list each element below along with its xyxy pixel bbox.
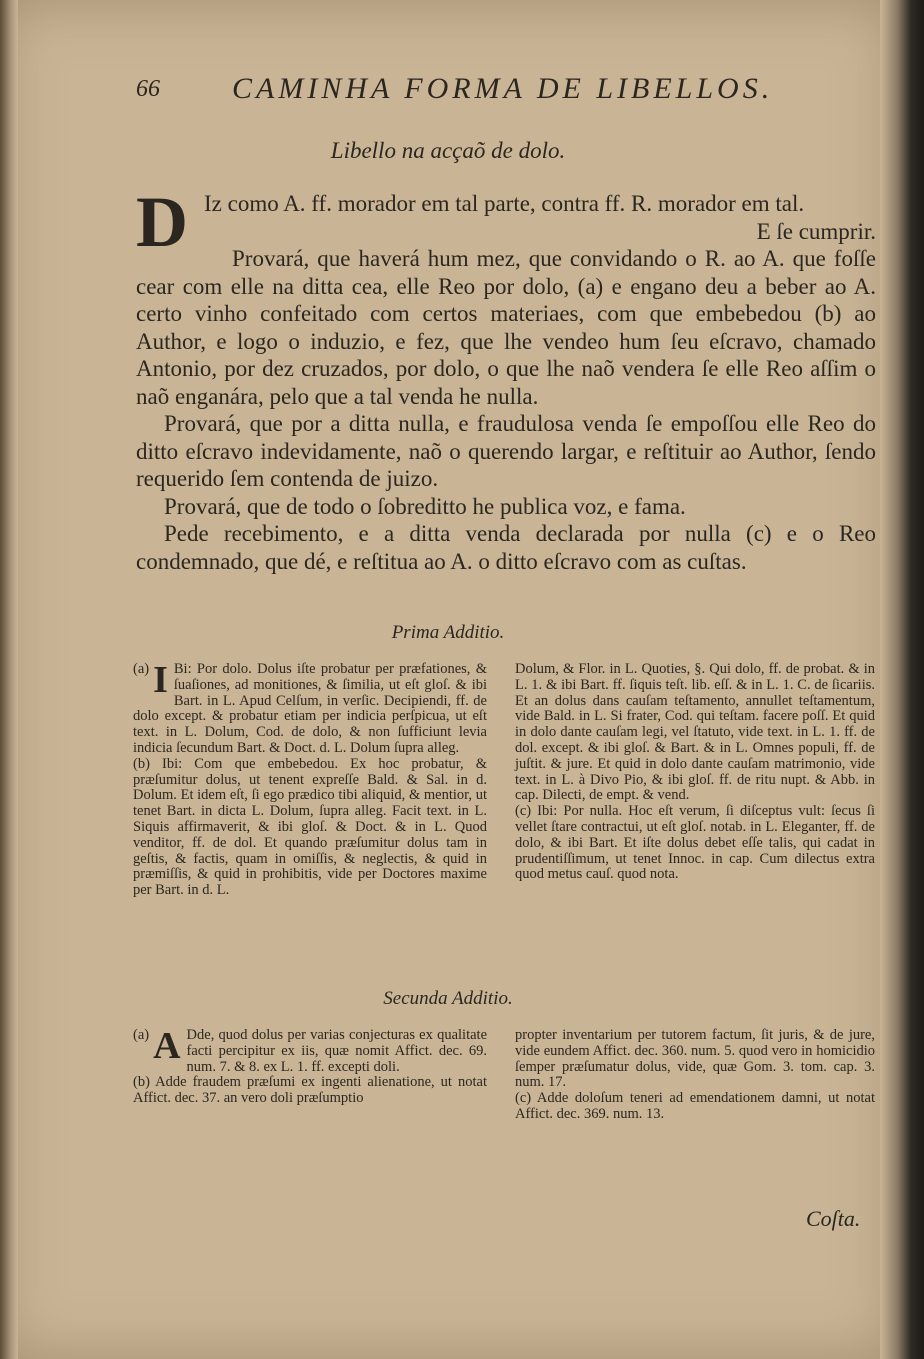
note-b: (b) Adde fraudem præſumi ex ingenti alienatione, ut notat Affict. dec. 37. an vero doli præſumptio: [133, 1074, 487, 1107]
prima-additio-heading: Prima Additio.: [391, 622, 505, 643]
intro-text: Iz como A. ff. morador em tal parte, contra ff. R. morador em tal.: [204, 191, 805, 216]
page-number: 66: [136, 76, 160, 102]
paragraph-5: Pede recebimento, e a ditta venda declarada por nulla (c) e o Reo condemnado, que dé, e reſtitua ao A. o ditto eſcravo com as cuſtas.: [136, 521, 876, 574]
running-title: CAMINHA FORMA DE LIBELLOS.: [232, 72, 774, 105]
note-marker: (a): [133, 1027, 150, 1043]
note-a-text: Dde, quod dolus per varias conjecturas ex qualitate facti percipitur ex iis, quæ nomit Affict. dec. 69. num. 7. & 8. ex L. 1. ff. excepti doli.: [186, 1027, 487, 1075]
initial-letter: I: [153, 659, 168, 701]
paragraph-4: Provará, que de todo o ſobreditto he publica voz, e fama.: [164, 493, 686, 519]
prima-left-column: [133, 659, 487, 899]
catchword: Coſta.: [806, 1206, 861, 1231]
drop-cap: D: [136, 182, 188, 262]
paragraph-3: Provará, que por a ditta nulla, e fraudulosa venda ſe empoſſou elle Reo do ditto eſcravo indevidamente, naõ o querendo largar, e reſtituir ao Author, ſendo requerido ſem contenda de juizo.: [136, 411, 876, 491]
intro-end: E ſe cumprir.: [756, 218, 876, 244]
secunda-right-column: [515, 1028, 875, 1123]
note-continued: propter inventarium per tutorem factum, ſit juris, & de jure, vide eundem Affict. dec. 360. num. 5. quod vero in homicidio ſemper præſumatur dolus, vide, quæ Gom. 3. tom. cap. 3. num. 17.: [515, 1027, 875, 1091]
secunda-additio-heading: Secunda Additio.: [383, 988, 513, 1009]
page-gutter: [0, 0, 18, 1359]
secunda-left-column: [133, 1025, 487, 1107]
note-a: [133, 659, 487, 757]
paragraph-2: Provará, que haverá hum mez, que convidando o R. ao A. que foſſe cear com elle na ditta cea, elle Reo por dolo, (a) e engano deu a beber ao A. certo vinho confeitado com certos materiaes, com que embebedou (b) ao Author, e logo o induzio, e fez, que lhe vendeo hum ſeu eſcravo, chamado Antonio, por dez cruzados, por dolo, o que lhe naõ vendera ſe elle Reo aſſim o naõ enganára, pelo que a tal venda he nulla.: [136, 246, 876, 409]
running-header: [136, 72, 876, 112]
note-c: (c) Adde doloſum teneri ad emendationem damni, ut notat Affict. dec. 369. num. 13.: [515, 1090, 875, 1122]
note-a-text: Bi: Por dolo. Dolus iſte probatur per præfationes, & ſuaſiones, ad monitiones, & ſimilia, ut eſt gloſ. & ibi Bart. in L. Apud Celſum, in verſic. Decipiendi, ff. de dolo except. & probatur etiam per indicia perſpicua, ut eſt text. in L. Dolum, Cod. de dolo, & non ſufficiunt levia indicia ſecundum Bart. & Doct. d. L. Dolum ſupra alleg.: [133, 661, 487, 756]
note-marker: (a): [133, 661, 150, 677]
note-a: [133, 1025, 487, 1075]
main-text: [136, 182, 876, 575]
note-b: (b) Ibi: Com que embebedou. Ex hoc probatur, & præſumitur dolus, ut tenent expreſſe Bald. & Sal. in d. Dolum. Et idem eſt, ſi ego prædico tibi aliquid, & mentior, ut tenet Bart. in dicta L. Dolum, ſupra alleg. Facit text. in L. Siquis affirmaverit, & ibi gloſ. & Doct. & in L. Quod venditor, ff. de dol. Et quando præſumitur dolus tam in geſtis, & factis, quam in omiſſis, & neglectis, & quid in præmiſſis, & quid in prohibitis, vide per Doctores maxime per Bart. in d. L.: [133, 755, 487, 899]
prima-right-column: [515, 662, 875, 883]
section-title: Libello na acçaõ de dolo.: [330, 138, 566, 163]
note-c: (c) Ibi: Por nulla. Hoc eſt verum, ſi diſceptus vult: ſecus ſi vellet ſtare contractui, ut eſt gloſ. notab. in L. Eleganter, ff. de dolo, & ibi Bart. Et iſte dolus debet eſſe talis, qui cadat in prudentiſſimum, ut tenet Innoc. in cap. Cum dilectus extra quod metus cauſ. quod nota.: [515, 803, 875, 883]
page-edge: [880, 0, 924, 1359]
initial-letter: A: [153, 1025, 181, 1067]
note-continued: Dolum, & Flor. in L. Quoties, §. Qui dolo, ff. de probat. & in L. 1. & ibi Bart. ff. ſiquis teſt. lib. eſſ. & in L. 1. C. de ſicariis. Et an dolus dans cauſam teſtamento, annullet teſtamentum, vide Bald. in L. Si frater, Cod. qui teſtam. facere poſſ. Et quid in dolo dante cauſam legi, vel ſtatuto, vide text. in L. 1. ff. de dol. except. & ibi gloſ. & Bart. & in L. Omnes populi, ff. de juſtit. & jure. Et quid in dolo dante cauſam matrimonio, vide text. in L. à Divo Pio, & ibi gloſ. ff. de ritu nupt. & Abb. in cap. Dilecti, de empt. & vend.: [515, 661, 875, 804]
